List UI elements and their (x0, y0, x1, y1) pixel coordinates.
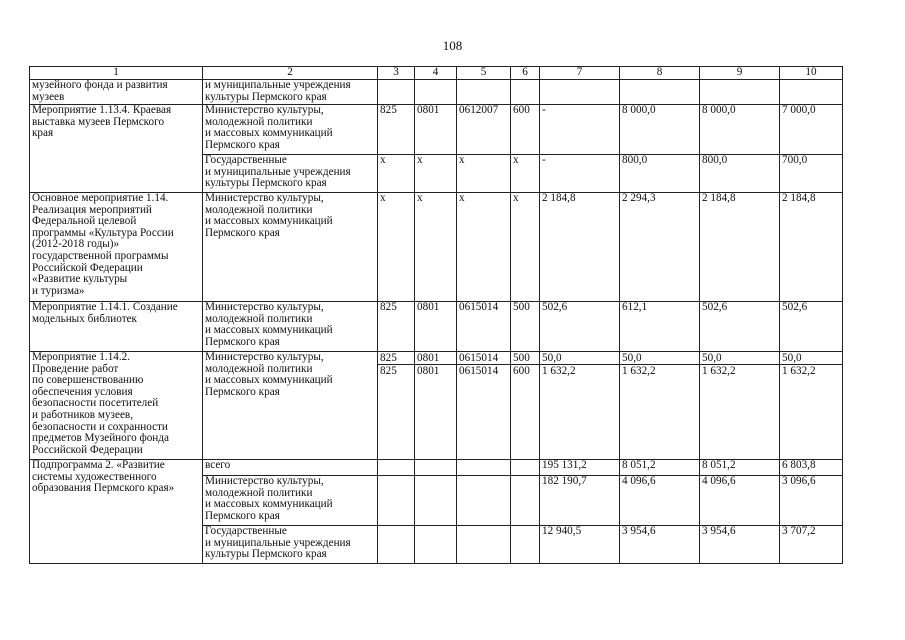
cell-target-code-line: 0615014 (459, 365, 499, 377)
cell-value-col7 (540, 80, 620, 105)
cell-ministry-code: х (378, 155, 415, 193)
table-row (30, 302, 843, 352)
cell-value-line: 1 632,2 (622, 365, 656, 377)
cell-value-col10 (780, 352, 843, 460)
cell-value-col8: 4 096,6 (620, 476, 700, 526)
cell-expense-code: 500 (511, 302, 540, 352)
cell-target-code: 0615014 (457, 302, 511, 352)
cell-value-col9: 4 096,6 (700, 476, 780, 526)
executor: Государственные и муниципальные учреждения культуры Пермского края (203, 526, 378, 564)
cell-section-code (415, 80, 457, 105)
cell-value-col9: 800,0 (700, 155, 780, 193)
cell-expense-code (511, 460, 540, 476)
cell-value-line: 1 632,2 (542, 365, 576, 377)
cell-value-col7: 502,6 (540, 302, 620, 352)
page-number: 108 (442, 38, 463, 53)
column-header: 1 (30, 67, 203, 80)
cell-expense-code: х (511, 193, 540, 302)
column-header: 3 (378, 67, 415, 80)
cell-expense-code (511, 80, 540, 105)
cell-value-col7: 2 184,8 (540, 193, 620, 302)
cell-ministry-code: х (378, 193, 415, 302)
executor: и муниципальные учреждения культуры Пермского края (203, 80, 378, 105)
cell-value-col9 (700, 352, 780, 460)
cell-value-line: 50,0 (700, 352, 779, 365)
cell-expense-code (511, 352, 540, 460)
cell-section-code-line: 0801 (415, 352, 456, 365)
cell-value-col9: 8 000,0 (700, 105, 780, 155)
cell-target-code: х (457, 155, 511, 193)
table-row (30, 460, 843, 476)
cell-value-col9: 2 184,8 (700, 193, 780, 302)
column-header: 2 (203, 67, 378, 80)
column-header: 10 (780, 67, 843, 80)
cell-value-col8: 8 051,2 (620, 460, 700, 476)
column-header: 9 (700, 67, 780, 80)
cell-ministry-code: 825 (378, 105, 415, 155)
cell-value-col9: 8 051,2 (700, 460, 780, 476)
cell-value-col7: 195 131,2 (540, 460, 620, 476)
cell-target-code (457, 80, 511, 105)
cell-value-col9: 3 954,6 (700, 526, 780, 564)
cell-expense-code (511, 476, 540, 526)
cell-section-code (415, 460, 457, 476)
cell-target-code: 0612007 (457, 105, 511, 155)
cell-value-line: 50,0 (540, 352, 619, 365)
executor: Государственные и муниципальные учреждения культуры Пермского края (203, 155, 378, 193)
cell-ministry-code-line: 825 (380, 365, 397, 377)
cell-expense-code-line: 500 (511, 352, 539, 365)
cell-value-line: 50,0 (620, 352, 699, 365)
cell-value-col8: 612,1 (620, 302, 700, 352)
column-number-row (30, 67, 843, 80)
cell-value-line: 1 632,2 (702, 365, 736, 377)
cell-value-col8 (620, 80, 700, 105)
executor: Министерство культуры, молодежной политики и массовых коммуникаций Пермского края (203, 302, 378, 352)
cell-value-col8: 3 954,6 (620, 526, 700, 564)
cell-section-code-line: 0801 (417, 365, 440, 377)
cell-value-col10: 2 184,8 (780, 193, 843, 302)
cell-expense-code-line: 600 (513, 365, 530, 377)
cell-section-code (415, 352, 457, 460)
cell-value-col7 (540, 352, 620, 460)
cell-section-code (415, 476, 457, 526)
activity-name: Мероприятие 1.14.1. Создание модельных библиотек (30, 302, 203, 352)
cell-target-code (457, 352, 511, 460)
activity-name: Основное мероприятие 1.14. Реализация мероприятий Федеральной целевой программы «Культура России (2012-2018 годы)» государственной программы Российской Федерации «Развитие культуры и туризма» (30, 193, 203, 302)
cell-value-line: 1 632,2 (782, 365, 816, 377)
cell-value-col7: - (540, 155, 620, 193)
column-header: 7 (540, 67, 620, 80)
cell-expense-code: 600 (511, 105, 540, 155)
cell-value-col10 (780, 80, 843, 105)
executor: Министерство культуры, молодежной политики и массовых коммуникаций Пермского края (203, 352, 378, 460)
cell-target-code-line: 0615014 (457, 352, 510, 365)
cell-value-col7: 182 190,7 (540, 476, 620, 526)
cell-value-col7: 12 940,5 (540, 526, 620, 564)
cell-target-code (457, 460, 511, 476)
activity-name: Мероприятие 1.14.2. Проведение работ по совершенствованию обеспечения условия безопасности посетителей и работников музеев, безопасности и сохранности предметов Музейного фонда Российской Федерации (30, 352, 203, 460)
cell-value-col8: 8 000,0 (620, 105, 700, 155)
cell-ministry-code (378, 460, 415, 476)
budget-table (29, 66, 843, 564)
cell-target-code (457, 476, 511, 526)
activity-name: Мероприятие 1.13.4. Краевая выставка музеев Пермского края (30, 105, 203, 193)
column-header: 8 (620, 67, 700, 80)
cell-ministry-code: 825 (378, 302, 415, 352)
activity-name: музейного фонда и развития музеев (30, 80, 203, 105)
cell-value-col9: 502,6 (700, 302, 780, 352)
cell-value-col9 (700, 80, 780, 105)
cell-value-col10: 502,6 (780, 302, 843, 352)
cell-section-code (415, 526, 457, 564)
cell-value-col10: 7 000,0 (780, 105, 843, 155)
executor: Министерство культуры, молодежной политики и массовых коммуникаций Пермского края (203, 193, 378, 302)
cell-section-code: х (415, 155, 457, 193)
cell-target-code: х (457, 193, 511, 302)
executor: Министерство культуры, молодежной политики и массовых коммуникаций Пермского края (203, 105, 378, 155)
cell-ministry-code (378, 526, 415, 564)
column-header: 4 (415, 67, 457, 80)
cell-value-line: 50,0 (780, 352, 842, 365)
cell-value-col10: 3 096,6 (780, 476, 843, 526)
column-header: 6 (511, 67, 540, 80)
cell-value-col10: 6 803,8 (780, 460, 843, 476)
cell-value-col7: - (540, 105, 620, 155)
cell-section-code: х (415, 193, 457, 302)
cell-value-col8 (620, 352, 700, 460)
table-row (30, 80, 843, 105)
cell-section-code: 0801 (415, 302, 457, 352)
table-row (30, 352, 843, 460)
cell-value-col8: 2 294,3 (620, 193, 700, 302)
cell-section-code: 0801 (415, 105, 457, 155)
activity-name: Подпрограмма 2. «Развитие системы художественного образования Пермского края» (30, 460, 203, 564)
cell-expense-code (511, 526, 540, 564)
cell-ministry-code (378, 352, 415, 460)
executor: Министерство культуры, молодежной политики и массовых коммуникаций Пермского края (203, 476, 378, 526)
cell-ministry-code (378, 476, 415, 526)
cell-ministry-code-line: 825 (378, 352, 414, 365)
cell-expense-code: х (511, 155, 540, 193)
cell-target-code (457, 526, 511, 564)
cell-value-col8: 800,0 (620, 155, 700, 193)
table-row (30, 193, 843, 302)
executor: всего (203, 460, 378, 476)
cell-ministry-code (378, 80, 415, 105)
cell-value-col10: 700,0 (780, 155, 843, 193)
column-header: 5 (457, 67, 511, 80)
table-row (30, 105, 843, 155)
cell-value-col10: 3 707,2 (780, 526, 843, 564)
